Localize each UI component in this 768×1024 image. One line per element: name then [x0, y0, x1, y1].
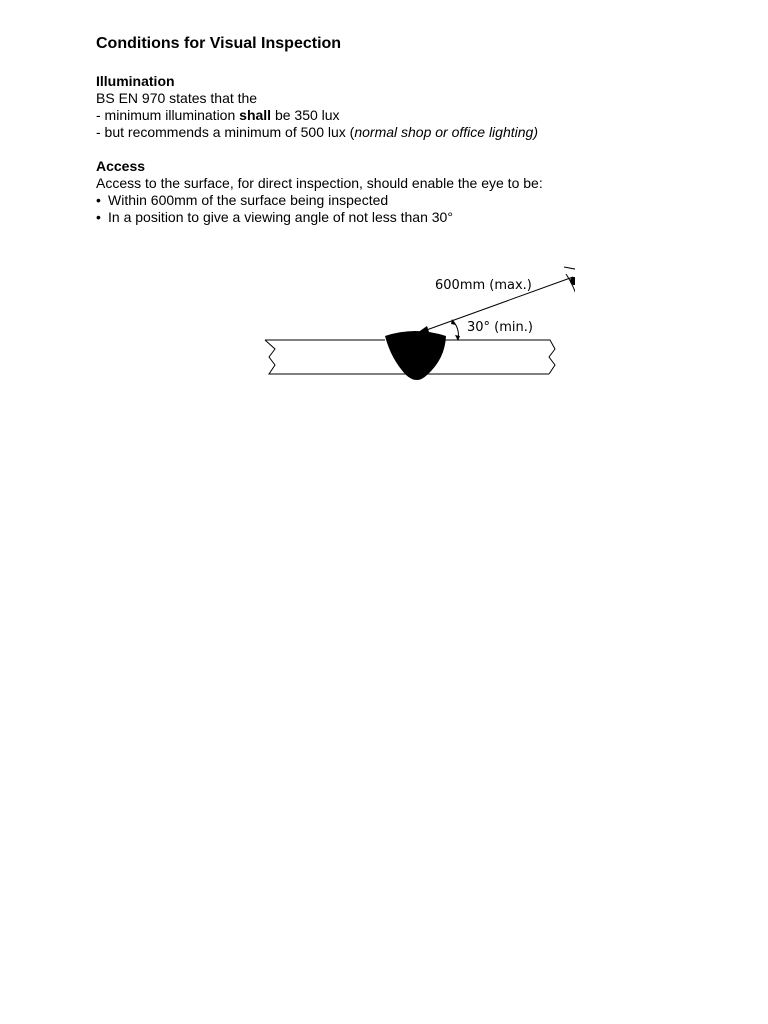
- sight-line-arrowhead: [417, 326, 429, 333]
- illumination-heading: Illumination: [96, 73, 175, 89]
- access-intro: Access to the surface, for direct inspection, should enable the eye to be:: [96, 175, 543, 191]
- access-section: [96, 158, 736, 226]
- illumination-line-3: [96, 124, 736, 141]
- weld-bead: [385, 331, 446, 380]
- illumination-line-2: [96, 107, 736, 124]
- distance-label: 600mm (max.): [435, 278, 532, 293]
- illumination-line-2-suffix: be 350 lux: [271, 107, 340, 123]
- document-body: [96, 34, 736, 243]
- illumination-line-2-prefix: - minimum illumination: [96, 107, 240, 123]
- list-item: [96, 192, 736, 209]
- eye-icon: [564, 267, 575, 300]
- weld-inspection-diagram: [255, 255, 575, 395]
- bullet-marker: •: [96, 192, 101, 208]
- bullet-marker: •: [96, 209, 101, 225]
- access-bullet-list: [96, 192, 736, 226]
- illumination-line-1: BS EN 970 states that the: [96, 90, 258, 106]
- list-item-text: Within 600mm of the surface being inspected: [108, 192, 389, 208]
- illumination-section: [96, 73, 736, 141]
- access-heading: Access: [96, 158, 146, 174]
- list-item: [96, 209, 736, 226]
- illumination-line-3-prefix: - but recommends a minimum of 500 lux (: [96, 124, 355, 140]
- illumination-shall-emphasis: shall: [239, 107, 272, 123]
- illumination-line-3-italic: normal shop or office lighting): [354, 124, 538, 140]
- angle-label: 30° (min.): [467, 320, 533, 335]
- list-item-text: In a position to give a viewing angle of not less than 30°: [108, 209, 453, 225]
- page-title: Conditions for Visual Inspection: [96, 35, 342, 52]
